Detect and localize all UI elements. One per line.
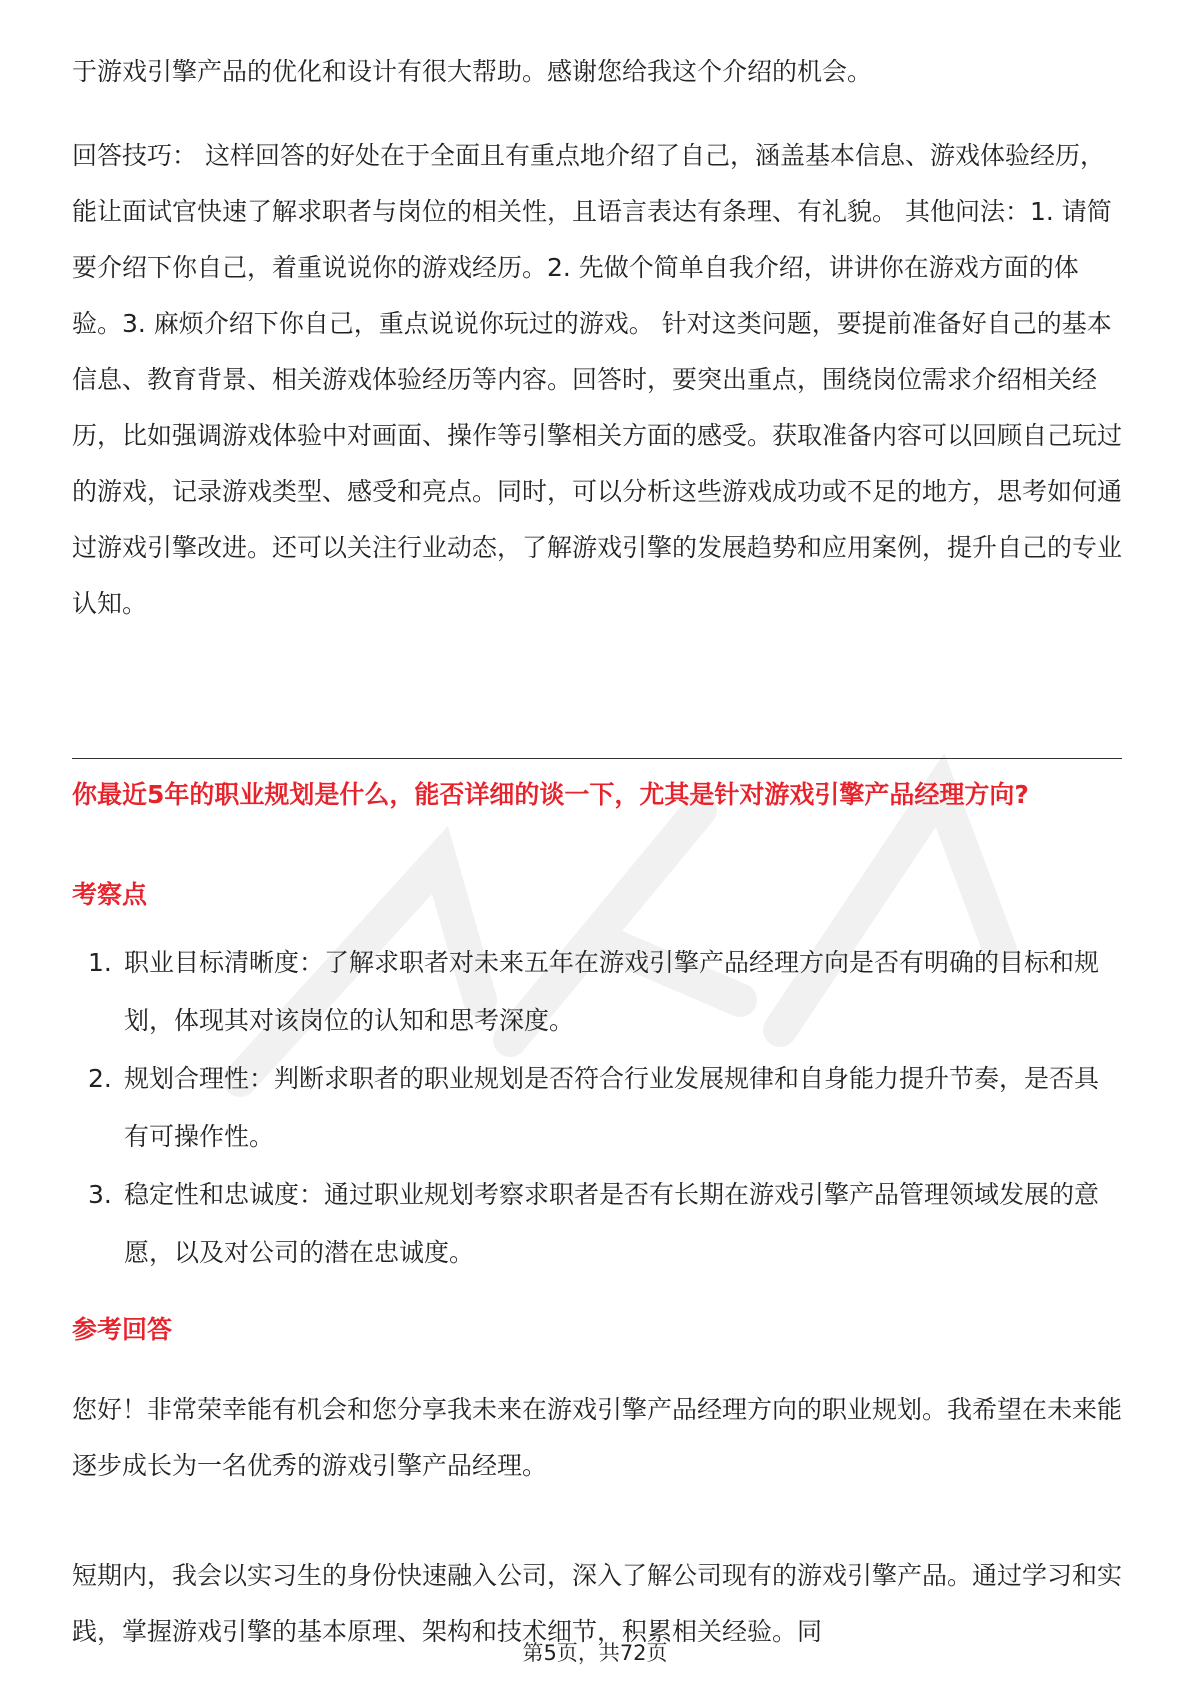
paragraph-answer-tips: 回答技巧： 这样回答的好处在于全面且有重点地介绍了自己，涵盖基本信息、游戏体验经历，能让面试官快速了解求职者与岗位的相关性，且语言表达有条理、有礼貌。 其他问法：1. 请简要介绍下你自己，着重说说你的游戏经历。2. 先做个简单自我介绍，讲讲你在游戏方面的体验。3. 麻烦介绍下你自己，重点说说你玩过的游戏。 针对这类问题，要提前准备好自己的基本信息、教育背景、相关游戏体验经历等内容。回答时，要突出重点，围绕岗位需求介绍相关经历，比如强调游戏体验中对画面、操作等引擎相关方面的感受。获取准备内容可以回顾自己玩过的游戏，记录游戏类型、感受和亮点。同时，可以分析这些游戏成功或不足的地方，思考如何通过游戏引擎改进。还可以关注行业动态，了解游戏引擎的发展趋势和应用案例，提升自己的专业认知。 xyxy=(72,141,1123,618)
list-item xyxy=(72,1166,1122,1282)
list-item-number: 1. xyxy=(88,948,112,977)
list-item xyxy=(72,1050,1122,1166)
paragraph-answer-short-term: 短期内，我会以实习生的身份快速融入公司，深入了解公司现有的游戏引擎产品。通过学习和实践，掌握游戏引擎的基本原理、架构和技术细节，积累相关经验。同 xyxy=(72,1561,1123,1646)
list-item-text: 稳定性和忠诚度：通过职业规划考察求职者是否有长期在游戏引擎产品管理领域发展的意愿，以及对公司的潜在忠诚度。 xyxy=(124,1180,1100,1267)
list-item-text: 规划合理性：判断求职者的职业规划是否符合行业发展规律和自身能力提升节奏，是否具有可操作性。 xyxy=(124,1064,1100,1151)
assessment-points-list xyxy=(72,934,1122,1282)
question-heading: 你最近5年的职业规划是什么，能否详细的谈一下，尤其是针对游戏引擎产品经理方向? xyxy=(72,780,1029,809)
paragraph-answer-opening: 您好！非常荣幸能有机会和您分享我未来在游戏引擎产品经理方向的职业规划。我希望在未来能逐步成长为一名优秀的游戏引擎产品经理。 xyxy=(72,1395,1123,1480)
list-item-number: 3. xyxy=(88,1180,112,1209)
paragraph-intro-end: 于游戏引擎产品的优化和设计有很大帮助。感谢您给我这个介绍的机会。 xyxy=(72,57,873,86)
list-item-text: 职业目标清晰度：了解求职者对未来五年在游戏引擎产品经理方向是否有明确的目标和规划，体现其对该岗位的认知和思考深度。 xyxy=(124,948,1100,1035)
section-heading-answer: 参考回答 xyxy=(72,1315,173,1344)
page-number-footer: 第5页，共72页 xyxy=(522,1641,668,1665)
list-item-number: 2. xyxy=(88,1064,112,1093)
section-heading-kaochadian: 考察点 xyxy=(72,880,148,909)
list-item xyxy=(72,934,1122,1050)
section-divider xyxy=(72,758,1122,759)
